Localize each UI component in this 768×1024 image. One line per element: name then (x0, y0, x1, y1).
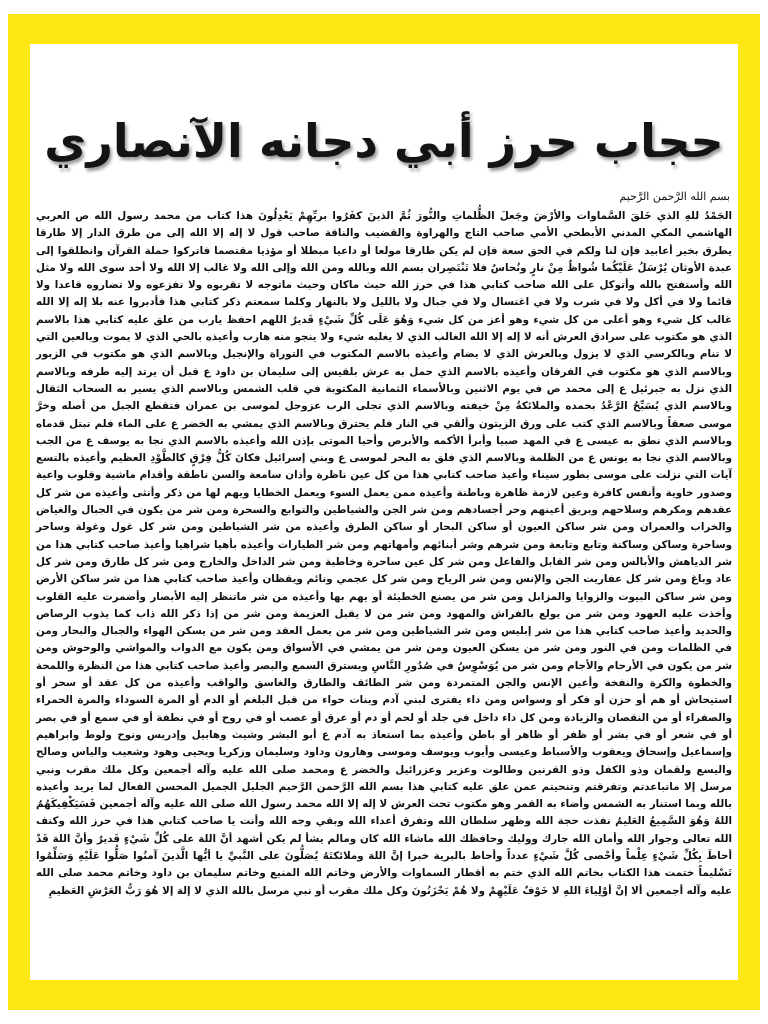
document-title: حجاب حرز أبي دجانه الآنصاري (44, 114, 724, 168)
document-page (30, 44, 738, 980)
basmala-line: بسم الله الرَّحمن الرَّحيم (619, 190, 730, 203)
document-body-text: الحَمْدُ للهِ الذي خَلقَ السَّماوات والأرْضَ وجَعلَ الظُّلماتِ والنُّورَ ثُمَّ الذينَ كفَرُوا بربِّهِمْ يَعْدِلُونَ هذا كتاب من محمد رسول الله ص العربي الهاشمي المكي المدني الأبطحي الأمي صاحب التاج والهراوة والقضيب والناقة صاحب قول لا إله إلا الله إلى من طرق الدار إلا طارقا يطرق بخير أعابيد فإن لنا ولكم في الحق سعة فإن لم يكن طارقا مولعا أو داعيا مبطلا أو مؤذيا مقتصما فاتركوا حملة القرآن وانطلقوا إلى عبدة الأوثان يُرْسَلُ عَلَيْكُما شُواظٌ مِنْ نارٍ ونُحاسٌ فلا تَنْتَصِران بسم الله وبالله ومن الله وإلى الله ولا غالب إلا الله ولا أحد سوى الله ولا مثل الله وأستفتح بالله وأتوكل على الله صاحب كتابي هذا في حرز الله حيث ماكان وحيث ماتوجه لا تقربوه ولا تفزعوه ولا تضاروه قاعدا ولا قائما ولا في أكل ولا في شرب ولا في اغتسال ولا في جبال ولا بالليل ولا بالنهار وكلما سمعتم ذكر كتابي هذا فأدبروا عنه بلا إله إلا الله غالب كل شيء وهو أعلى من كل شيء وهو أعز من كل شيء وَهُوَ عَلَى كُلِّ شَيْءٍ قَديرٌ اللهم احفظ يارب من علق عليه كتابي هذا بالاسم الذي هو مكتوب على سرادق العرش أنه لا إله إلا الله الغالب الذي لا يغلبه شيء ولا ينجو منه هارب وأعيذه بالحي الذي لا يموت وبالعين التي لا تنام وبالكرسي الذي لا يزول وبالعرش الذي لا يضام وأعيذه بالاسم المكتوب في التوراة والإنجيل وبالاسم الذي هو مكتوب في الزبور وبالاسم الذي هو مكتوب في الفرقان وأعيذه بالاسم الذي حمل به عرش بلقيس إلى سليمان بن داود ع قبل أن يرتد إليه طرفه وبالاسم الذي نزل به جبرئيل ع إلى محمد ص في يوم الاثنين وبالأسماء الثمانية المكتوبة في قلب الشمس وبالاسم الذي يسير به السحاب الثقال وبالاسم الذي يُسَبِّحُ الرَّعْدُ بحمده والملائكةُ مِنْ خيفته وبالاسم الذي تجلى الرب عزوجل لموسى بن عمران فتقطع الجبل من أصله وخرَّ موسى صعقاً وبالاسم الذي كتب على ورق الزيتون وألقي في النار فلم يحترق وبالاسم الذي يمشي به الخضر ع على الماء فلم تبتل قدماه وبالاسم الذي نطق به عيسى ع في المهد صبيا وأبرأ الأكمه والأبرص وأحيا الموتى بإذن الله وأعيذه بالاسم الذي نجا به يوسف ع من الجب وبالاسم الذي نجا به يونس ع من الظلمة وبالاسم الذي فلق به البحر لموسى ع وبني إسرائيل فكانَ كُلُّ فِرْقٍ كالطَّوْدِ العظيم وأعيذه بالتسع آيات التي نزلت على موسى بطور سيناء وأعيذ صاحب كتابي هذا من كل عين ناظرة وأذان سامعة والسن ناطقة وأقدام ماشية وقلوب واعية وصدور خاوية وأنفس كافرة وعين لازمة ظاهرة وباطنة وأعيذه ممن يعمل السوء ويعمل الخطايا ويهم لها من ذكر وأنثى وأعيذه من شر كل عقدهم ومكرهم وسلاحهم وبريق أعينهم وحر أجسادهم ومن شر الجن والشياطين والتوابع والسحرة ومن شر من يكون في الجبال والغياض والخراب والعمران ومن شر ساكن العيون أو ساكن البحار أو ساكن الطرق وأعيذه من شر الشياطين ومن شر كل غول وغولة وساحر وساحرة وساكن وساكنة وتابع وتابعة ومن شرهم وشر أبنائهم وأمهاتهم ومن شر الطيارات وأعيذه بأهيا شراهيا وأعيذ صاحب كتابي هذا من شر الدياهش والأبالس ومن شر القابل والفاعل ومن شر كل عين ساحرة وخاطية ومن شر الداخل والخارج ومن شر كل طارق ومن شر كل عاد وباغ ومن شر كل عفاريت الجن والإنس ومن شر الرياح ومن شر كل عجمي ونائم ويقظان وأعيذ صاحب كتابي هذا من شر ساكن الأرض ومن شر ساكن البيوت والزوايا والمزابل ومن شر من يصنع الخطيئة أو يهم بها وأعيذه من شر ماتنظر إليه الأبصار وأضمرت عليه القلوب وأخذت عليه العهود ومن شر من يولع بالفراش والمهود ومن شر من لا يقبل العزيمة ومن شر من إذا ذكر الله ذاب كما يذوب الرصاص والحديد وأعيذ صاحب كتابي هذا من شر إبليس ومن شر الشياطين ومن شر من يعمل العقد ومن شر من يسكن الهواء والجبال والبحار ومن في الظلمات ومن في النور ومن شر من يسكن العيون ومن شر من يمشي في الأسواق ومن يكون مع الدواب والمواشي والوحوش ومن شر من يكون في الأرحام والأجام ومن شر من يُوَسْوِسُ في صُدُورِ النَّاسِ ويسترق السمع والبصر وأعيذ صاحب كتابي هذا من النظرة واللمحة والخطوة والكرة والنفخة وأعين الإنس والجن المتمردة ومن شر الطائف والطارق والغاسق والواقب وأعيذه من كل عقد أو سحر أو استيحاش أو هم أو حزن أو فكر أو وسواس ومن داء يفترى لبني آدم وبنات حواء من قبل البلغم أو الدم أو المرة السوداء والمرة الحمراء والصفراء أو من النقصان والزيادة ومن كل داء داخل في جلد أو لحم أو دم أو عرق أو عصب أو في روح أو في نطفة أو في سمع أو في بصر أو في شعر أو في بشر أو ظفر أو ظاهر أو باطن وأعيذه بما استعاذ به آدم ع أبو البشر وشيث وهابيل وإدريس ونوح ولوط وابراهيم وإسماعيل وإسحاق ويعقوب والأسباط وعيسى وأيوب ويوسف وموسى وهارون وداود وسليمان وزكريا ويحيى وهود وشعيب والياس وصالح واليسع ولقمان وذو الكفل وذو القرنين وطالوت وعزير وعزرائيل والخضر ع ومحمد صلى الله عليه وآله أجمعين وكل ملك مقرب ونبي مرسل إلا ماتباعدتم وتفرقتم وتنحيتم عمن علق عليه كتابي هذا بسم الله الرَّحمن الرَّحيم الجليل الجميل المحسن الفعال لما يريد وأعيذه بالله وبما استنار به الشمس وأضاء به القمر وهو مكتوب تحت العرش لا إله إلا الله محمد رسول الله صلى الله عليه وآله أجمعين فَسَيَكْفِيكَهُمُ اللهُ وَهُوَ السَّمِيعُ العَليمُ نفذت حجة الله وظهر سلطان الله وتفرق أعداء الله وبقي وجه الله وأنت يا صاحب كتابي هذا في حرز الله وكنف الله تعالى وجوار الله وأمان الله جارك ووليك وحافظك الله ماشاء الله كان ومالم يشأ لم يكن أشهد أنَّ اللهَ على كُلِّ شَيْءٍ قَديرٌ وأنَّ اللهَ قَدْ أحاطَ بِكُلِّ شَيْءٍ عِلْماً وأحْصى كُلَّ شَيْءٍ عدداً وأحاط بالبرية خبرا إنَّ اللهَ وملائكتَهُ يُصَلُّونَ على النَّبيِّ يا أيُّها الَّذينَ آمنُوا صَلُّوا عَلَيْهِ وَسَلِّمُوا تَسْليماً ختمت هذا الكتاب بخاتم الله الذي ختم به أقطار السماوات والأرض وخاتم الله المنيع وخاتم سليمان بن داود وخاتم محمد صلى الله عليه وآله أجمعين ألا إنَّ أوْلِياءَ اللهِ لا خَوْفٌ عَلَيْهِمْ ولا هُمْ يَحْزَنُونَ وكل ملك مقرب أو نبي مرسل بالله الذي لا إلهَ إلا هُوَ رَبُّ العَرْشِ العَظيمِ (36, 210, 732, 897)
yellow-frame (8, 14, 760, 1010)
